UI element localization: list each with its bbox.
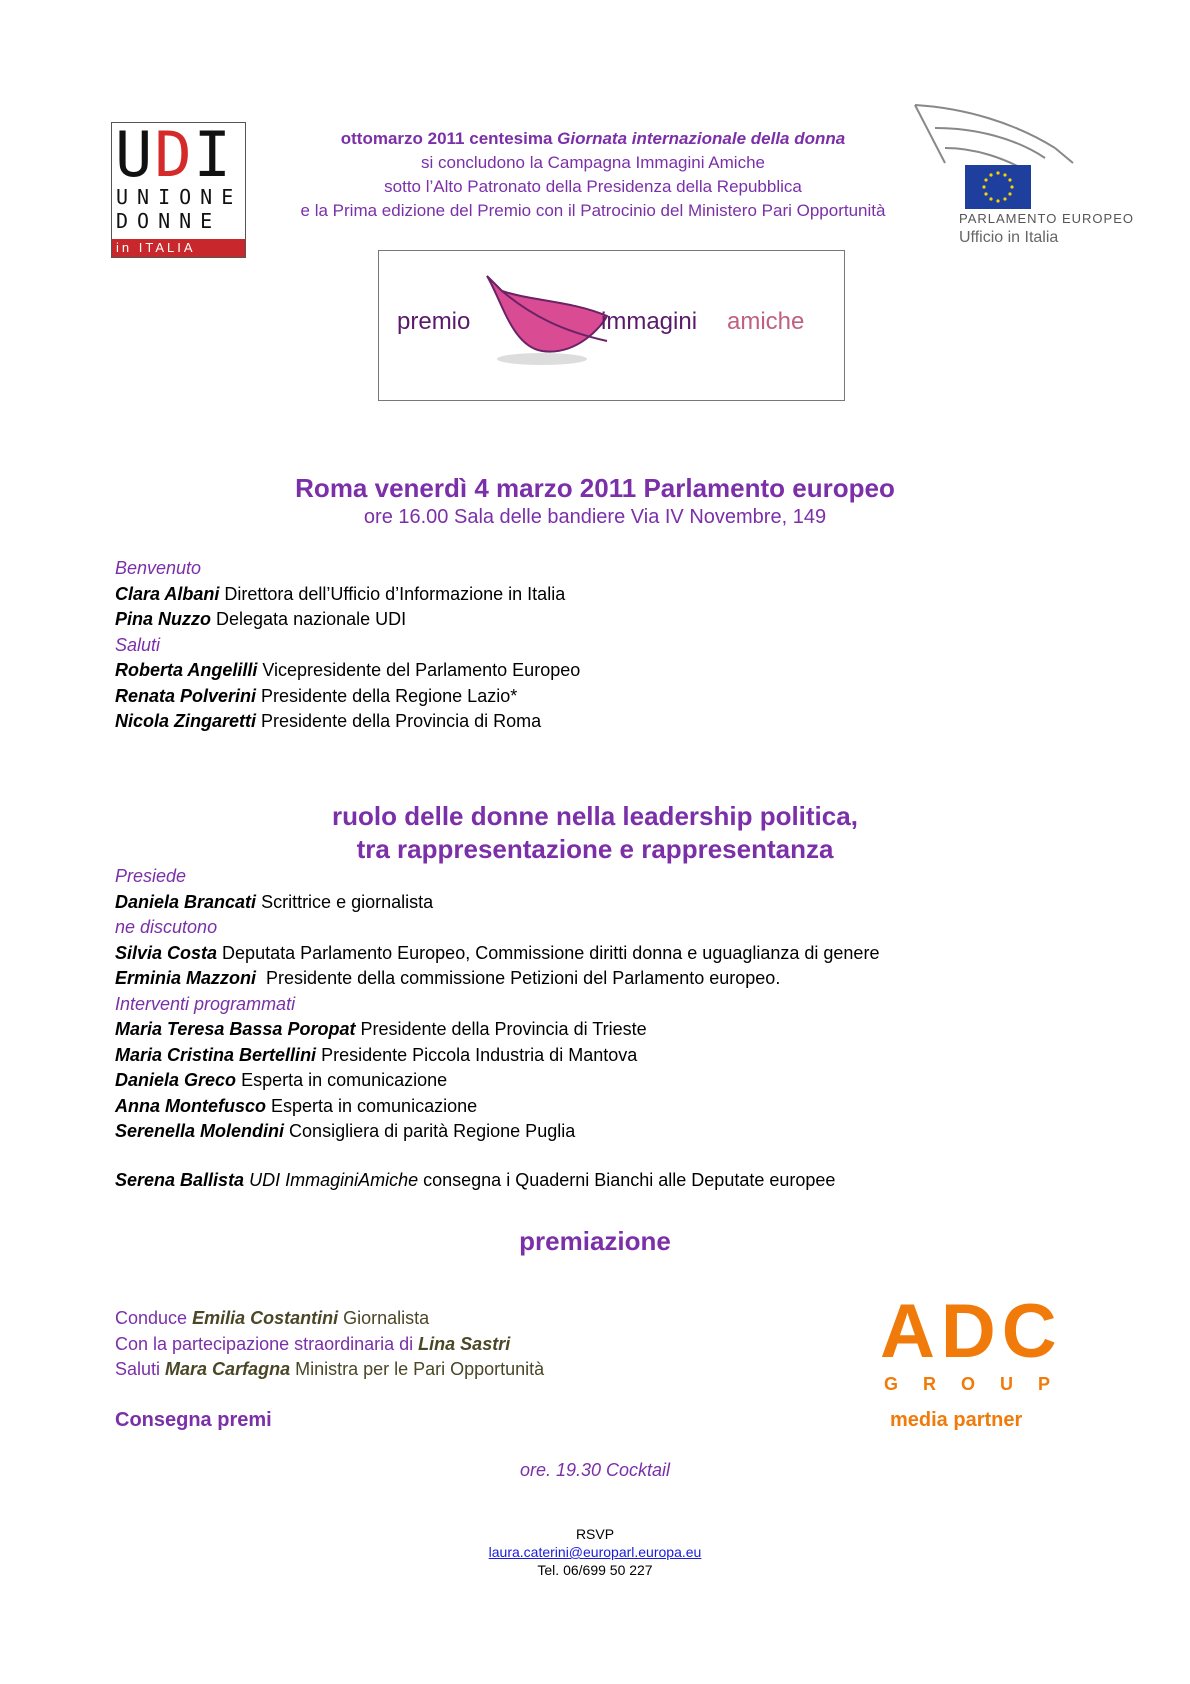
- udi-logo-row1: UNIONE: [116, 185, 243, 209]
- benvenuto-label: Benvenuto: [115, 558, 202, 578]
- speaker-name: Clara Albani: [115, 583, 220, 604]
- conduce-role: Giornalista: [338, 1308, 430, 1328]
- media-partner-label: media partner: [890, 1409, 1023, 1431]
- rsvp-email-link[interactable]: laura.caterini@europarl.europa.eu: [488, 1544, 702, 1560]
- list-item: [115, 890, 1115, 916]
- list-item: [115, 684, 1115, 710]
- rsvp-tel: Tel. 06/699 50 227: [537, 1562, 653, 1578]
- speaker-name: Serenella Molendini: [115, 1121, 285, 1141]
- conduce-line: [115, 1306, 544, 1332]
- partecipazione-label: Con la partecipazione straordinaria di: [115, 1333, 419, 1354]
- speaker-role: Presidente Piccola Industria di Mantova: [316, 1044, 638, 1065]
- partecipazione-name: Lina Sastri: [418, 1333, 511, 1354]
- header-line-1: [262, 127, 924, 151]
- speaker-role: Deputata Parlamento Europeo, Commissione diritti donna e uguaglianza di genere: [217, 942, 880, 963]
- event-title: Roma venerdì 4 marzo 2011 Parlamento europeo: [295, 473, 895, 503]
- serena-org: UDI ImmaginiAmiche: [244, 1170, 419, 1190]
- speaker-name: Silvia Costa: [115, 942, 218, 963]
- prize-list: [115, 1306, 544, 1383]
- udi-logo-row2: DONNE: [116, 209, 222, 233]
- speaker-role: Presidente della commissione Petizioni del Parlamento europeo.: [256, 968, 781, 988]
- ep-office: Ufficio in Italia: [959, 229, 1059, 246]
- header-line-2: si concludono la Campagna Immagini Amiche: [421, 153, 765, 172]
- premio-word-2: immagini: [601, 308, 698, 335]
- header-text: [262, 127, 924, 223]
- speaker-role: Esperta in comunicazione: [236, 1070, 448, 1090]
- header-line-1-bold: ottomarzo 2011 centesima: [340, 129, 558, 148]
- premio-logo: [378, 250, 845, 401]
- list-item: [115, 1043, 1115, 1069]
- list-item: [115, 607, 1115, 633]
- list-item: [115, 1094, 1115, 1120]
- adc-logo-letters: ADC: [880, 1289, 1063, 1374]
- speaker-role: Presidente della Regione Lazio*: [256, 685, 518, 706]
- consegna-premi: Consegna premi: [115, 1409, 272, 1431]
- speaker-name: Anna Montefusco: [115, 1095, 266, 1116]
- serena-line: [115, 1170, 835, 1191]
- list-item: [115, 1068, 1115, 1094]
- debate-title: [0, 800, 1190, 866]
- leaf-icon: [482, 271, 612, 371]
- discutono-label: ne discutono: [115, 917, 218, 937]
- speaker-name: Roberta Angelilli: [115, 660, 258, 680]
- debate-list: [115, 864, 1115, 1145]
- adc-logo-group: GROUP: [884, 1374, 1076, 1394]
- list-item: [115, 1017, 1115, 1043]
- list-item: [115, 709, 1115, 735]
- speaker-name: Maria Cristina Bertellini: [115, 1044, 317, 1065]
- header-line-3: sotto l’Alto Patronato della Presidenza della Repubblica: [384, 177, 802, 196]
- cocktail-time: ore. 19.30 Cocktail: [519, 1460, 671, 1480]
- speaker-role: Consigliera di parità Regione Puglia: [284, 1121, 576, 1141]
- speaker-name: Daniela Brancati: [115, 891, 257, 912]
- speaker-role: Vicepresidente del Parlamento Europeo: [257, 660, 581, 680]
- list-item: [115, 582, 1115, 608]
- welcome-list: [115, 556, 1115, 735]
- rsvp-block: [0, 1525, 1190, 1579]
- partecipazione-line: [115, 1332, 544, 1358]
- ep-name: PARLAMENTO EUROPEO: [959, 211, 1134, 226]
- rsvp-label: RSVP: [575, 1526, 615, 1542]
- premio-word-3: amiche: [727, 308, 805, 335]
- adc-group-logo: [880, 1289, 1076, 1400]
- conduce-name: Emilia Costantini: [192, 1308, 339, 1328]
- udi-logo-letters: UDI: [115, 118, 233, 191]
- speaker-name: Erminia Mazzoni: [115, 968, 257, 988]
- prize-title: premiazione: [519, 1226, 671, 1256]
- conduce-label: Conduce: [115, 1308, 193, 1328]
- list-item: [115, 1119, 1115, 1145]
- speaker-role: Esperta in comunicazione: [266, 1095, 478, 1116]
- list-item: [115, 966, 1115, 992]
- speaker-role: Delegata nazionale UDI: [211, 609, 407, 629]
- premio-word-1: premio: [397, 308, 471, 335]
- speaker-name: Maria Teresa Bassa Poropat: [115, 1019, 356, 1039]
- serena-name: Serena Ballista: [115, 1170, 245, 1190]
- list-item: [115, 941, 1115, 967]
- saluti-line: [115, 1357, 544, 1383]
- speaker-role: Scrittrice e giornalista: [256, 891, 434, 912]
- speaker-name: Nicola Zingaretti: [115, 711, 257, 731]
- debate-title-line-2: tra rappresentazione e rappresentanza: [356, 834, 834, 864]
- saluti-prize-label: Saluti: [115, 1359, 166, 1379]
- header-line-4: e la Prima edizione del Premio con il Patrocinio del Ministero Pari Opportunità: [300, 201, 886, 220]
- eu-flag-icon: [965, 165, 1031, 209]
- header-line-1-italic: Giornata internazionale della donna: [557, 129, 846, 148]
- event-subtitle: ore 16.00 Sala delle bandiere Via IV Novembre, 149: [363, 506, 827, 528]
- speaker-role: Presidente della Provincia di Trieste: [355, 1019, 647, 1039]
- udi-logo: [111, 118, 246, 258]
- serena-text: consegna i Quaderni Bianchi alle Deputate europee: [418, 1170, 836, 1190]
- presiede-label: Presiede: [115, 866, 187, 886]
- speaker-name: Pina Nuzzo: [115, 609, 212, 629]
- speaker-name: Renata Polverini: [115, 685, 257, 706]
- speaker-role: Direttora dell’Ufficio d’Informazione in Italia: [219, 583, 566, 604]
- saluti-label: Saluti: [115, 634, 161, 655]
- speaker-name: Daniela Greco: [115, 1070, 237, 1090]
- saluti-name: Mara Carfagna: [165, 1359, 291, 1379]
- udi-logo-bar: in ITALIA: [112, 239, 245, 257]
- interventi-label: Interventi programmati: [115, 993, 296, 1014]
- debate-title-line-1: ruolo delle donne nella leadership politica,: [332, 801, 858, 831]
- list-item: [115, 658, 1115, 684]
- ep-logo: [905, 103, 1134, 253]
- saluti-role: Ministra per le Pari Opportunità: [290, 1359, 545, 1379]
- speaker-role: Presidente della Provincia di Roma: [256, 711, 542, 731]
